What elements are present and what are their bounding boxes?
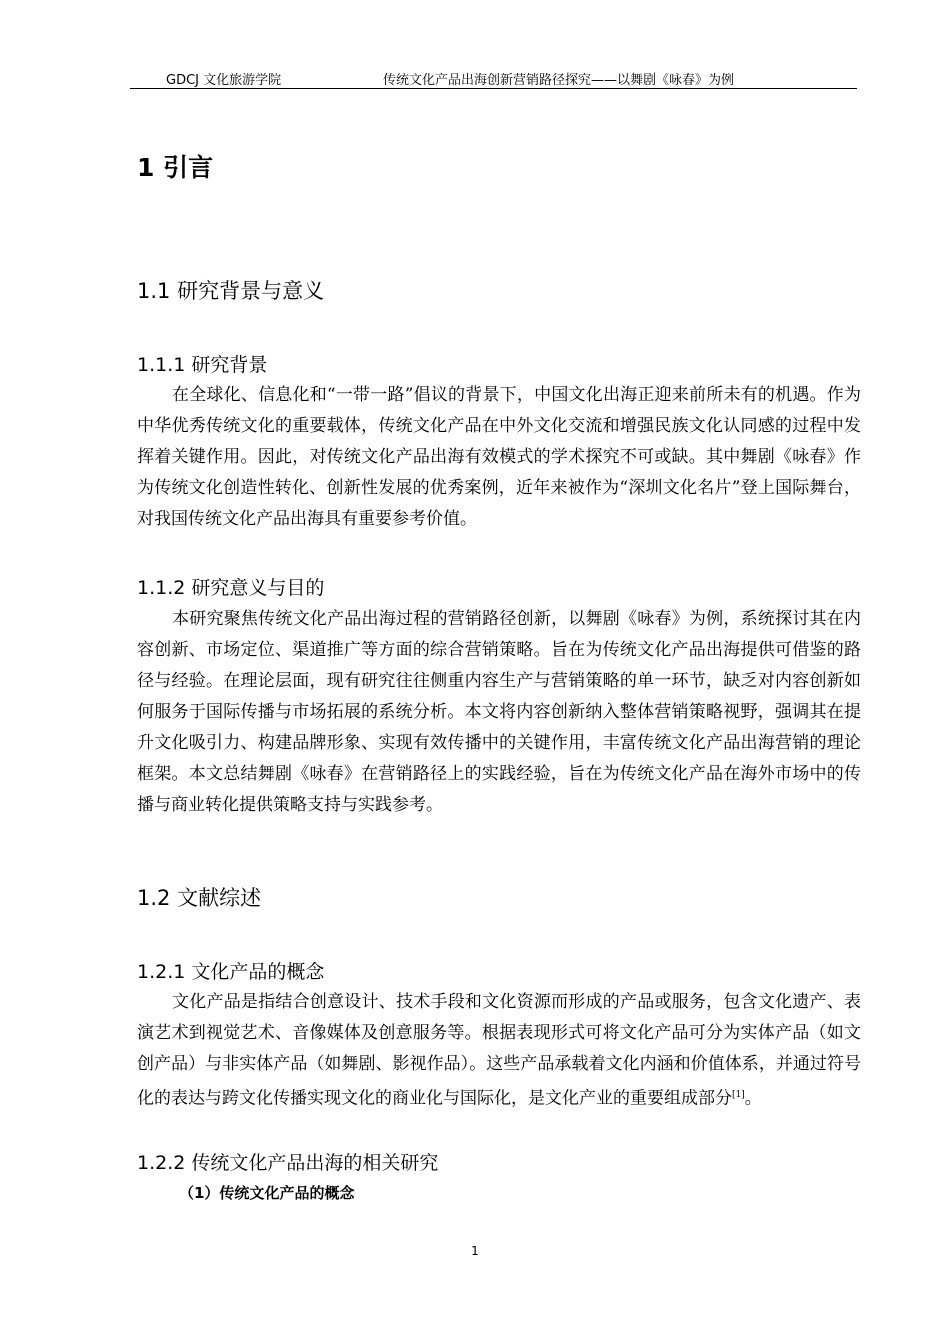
- subsection-heading-1-2-1: 1.2.1 文化产品的概念: [137, 961, 325, 983]
- paragraph-research-significance: 本研究聚焦传统文化产品出海过程的营销路径创新，以舞剧《咏春》为例，系统探讨其在内容创新、市场定位、渠道推广等方面的综合营销策略。旨在为传统文化产品出海提供可借鉴的路径与经验。在理论层面，现有研究往往侧重内容生产与营销策略的单一环节，缺乏对内容创新如何服务于国际传播与市场拓展的系统分析。本文将内容创新纳入整体营销策略视野，强调其在提升文化吸引力、构建品牌形象、实现有效传播中的关键作用，丰富传统文化产品出海营销的理论框架。本文总结舞剧《咏春》在营销路径上的实践经验，旨在为传统文化产品在海外市场中的传播与商业转化提供策略支持与实践参考。: [137, 609, 861, 815]
- section-heading-1-1: 1.1 研究背景与意义: [137, 279, 325, 303]
- paragraph-research-background: 在全球化、信息化和“一带一路”倡议的背景下，中国文化出海正迎来前所未有的机遇。作为中华优秀传统文化的重要载体，传统文化产品在中外文化交流和增强民族文化认同感的过程中发挥着关键作用。因此，对传统文化产品出海有效模式的学术探究不可或缺。其中舞剧《咏春》作为传统文化创造性转化、创新性发展的优秀案例，近年来被作为“深圳文化名片”登上国际舞台，对我国传统文化产品出海具有重要参考价值。: [137, 385, 861, 529]
- header-institution: GDCJ 文化旅游学院: [166, 73, 282, 88]
- subsection-heading-1-1-2: 1.1.2 研究意义与目的: [137, 577, 325, 599]
- running-header: [130, 68, 857, 89]
- paragraph-cultural-product-concept: [137, 987, 861, 1115]
- citation-ref[interactable]: [1]: [732, 1090, 745, 1100]
- subsubsection-heading-1: （1）传统文化产品的概念: [179, 1184, 355, 1202]
- chapter-title: 1 引言: [137, 153, 214, 182]
- section-heading-1-2: 1.2 文献综述: [137, 886, 262, 910]
- paragraph-text: 文化产品是指结合创意设计、技术手段和文化资源而形成的产品或服务，包含文化遗产、表演艺术到视觉艺术、音像媒体及创意服务等。根据表现形式可将文化产品可分为实体产品（如文创产品）与非实体产品（如舞剧、影视作品）。这些产品承载着文化内涵和价值体系，并通过符号化的表达与跨文化传播实现文化的商业化与国际化，是文化产业的重要组成部分: [137, 992, 861, 1109]
- page-number: 1: [471, 1244, 479, 1258]
- subsection-heading-1-2-2: 1.2.2 传统文化产品出海的相关研究: [137, 1152, 439, 1174]
- header-paper-title: 传统文化产品出海创新营销路径探究——以舞剧《咏春》为例: [383, 73, 735, 88]
- paragraph-end: 。: [744, 1088, 762, 1109]
- subsection-heading-1-1-1: 1.1.1 研究背景: [137, 354, 268, 376]
